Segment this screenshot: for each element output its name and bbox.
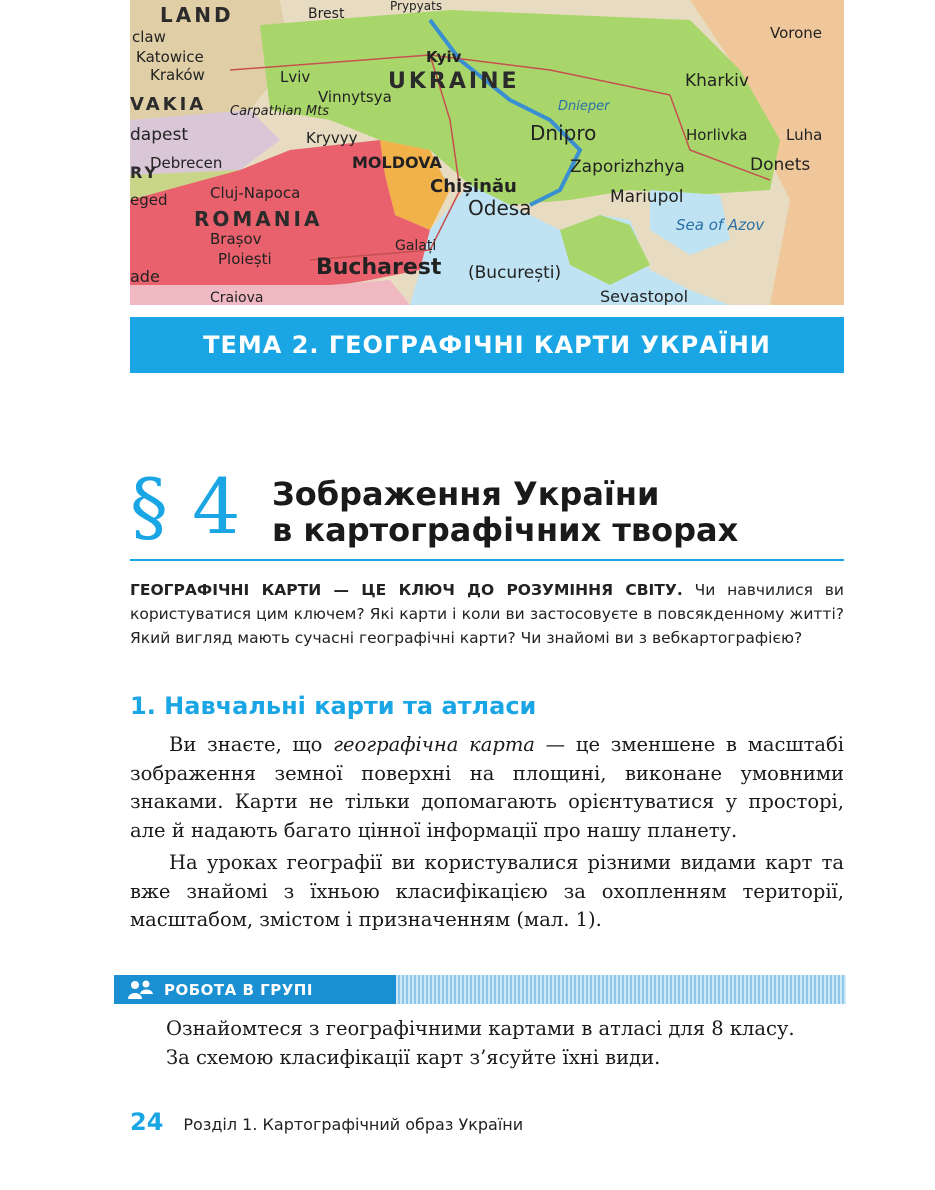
map-label-romania: ROMANIA xyxy=(194,207,323,231)
map-label-mariupol: Mariupol xyxy=(610,187,684,207)
group-task xyxy=(166,1014,846,1072)
map-label-kryvyy: Kryvyy xyxy=(306,129,358,147)
group-people-icon xyxy=(128,980,154,1000)
group-work-bar xyxy=(114,975,846,1004)
paragraph-title xyxy=(272,476,842,548)
map-label-dnipro: Dnipro xyxy=(530,121,597,145)
map-label-vinnytsya: Vinnytsya xyxy=(318,88,392,106)
map-label-kyiv: Kyiv xyxy=(426,48,462,66)
body-paragraph-1 xyxy=(130,731,844,845)
page-number: 24 xyxy=(130,1108,164,1136)
map-label-land: LAND xyxy=(160,3,234,27)
map-label-odesa: Odesa xyxy=(468,196,532,220)
map-label-carpathian: Carpathian Mts xyxy=(230,104,329,119)
map-label-bucuresti: (București) xyxy=(468,263,562,283)
map-label-prypyats: Prypyats xyxy=(390,0,443,13)
map-label-bucharest: Bucharest xyxy=(316,255,442,280)
group-work-title: РОБОТА В ГРУПІ xyxy=(164,980,313,999)
group-work-label xyxy=(114,975,396,1004)
map-label-craiova: Craiova xyxy=(210,290,264,305)
map-label-galati: Galați xyxy=(395,238,437,254)
paragraph-title-line1: Зображення України xyxy=(272,475,660,513)
map-label-cluj: Cluj-Napoca xyxy=(210,184,301,202)
section-body xyxy=(130,731,844,939)
map-label-szeged: eged xyxy=(130,191,168,209)
map-label-katowice: Katowice xyxy=(136,48,204,66)
running-head: Розділ 1. Картографічний образ України xyxy=(183,1115,524,1134)
group-task-line2: За схемою класифікації карт з’ясуйте їхні види. xyxy=(166,1046,661,1069)
map-label-krakow: Kraków xyxy=(150,66,205,84)
map-label-kharkiv: Kharkiv xyxy=(685,71,749,91)
map-label-ade: ade xyxy=(130,267,160,286)
map-label-luhansk: Luha xyxy=(786,126,823,144)
map-label-horlivka: Horlivka xyxy=(686,126,748,144)
ukraine-map-illustration xyxy=(130,0,844,305)
map-label-zaporizhzhya: Zaporizhzhya xyxy=(570,157,685,177)
map-label-budapest: dapest xyxy=(130,125,188,145)
map-label-ry: RY xyxy=(130,163,160,182)
map-label-voronezh: Vorone xyxy=(770,24,823,42)
topic-banner xyxy=(130,317,844,373)
group-task-line1: Ознайомтеся з географічними картами в атласі для 8 класу. xyxy=(166,1017,795,1040)
section-heading: 1. Навчальні карти та атласи xyxy=(130,692,537,720)
map-label-ukraine: UKRAINE xyxy=(388,69,520,94)
map-image xyxy=(130,0,844,305)
intro-lead: ГЕОГРАФІЧНІ КАРТИ — ЦЕ КЛЮЧ ДО РОЗУМІННЯ СВІТУ. xyxy=(130,581,683,599)
map-label-debrecen: Debrecen xyxy=(150,154,223,172)
intro-paragraph xyxy=(130,578,844,650)
paragraph-title-line2: в картографічних творах xyxy=(272,511,739,549)
body-p1-rest: — це зменшене в масштабі зображення земної поверхні на площині, виконане умовними знаками. Карти не тільки допомагають орієнтуватися у просторі, але й надають багато цінної інформації про нашу планету. xyxy=(130,733,844,842)
map-label-brest: Brest xyxy=(308,6,345,22)
map-label-dnieper: Dnieper xyxy=(558,99,610,114)
map-label-chisinau: Chișinău xyxy=(430,176,517,197)
map-label-sea-of-azov: Sea of Azov xyxy=(676,216,765,234)
topic-title: ТЕМА 2. ГЕОГРАФІЧНІ КАРТИ УКРАЇНИ xyxy=(203,331,771,359)
intro-text: Чи навчилися ви користуватися цим ключем? Які карти і коли ви застосовуєте в повсякденному житті? Який вигляд мають сучасні географічні карти? Чи знайомі ви з вебкартографією? xyxy=(130,581,845,647)
map-label-slovakia: VAKIA xyxy=(130,94,207,115)
page-footer xyxy=(130,1108,523,1136)
map-label-donetsk: Donets xyxy=(750,155,811,175)
map-label-sevastopol: Sevastopol xyxy=(600,287,689,305)
map-label-lviv: Lviv xyxy=(280,68,311,86)
paragraph-number: § 4 xyxy=(130,462,241,551)
map-label-ploiesti: Ploiești xyxy=(218,250,272,268)
map-label-moldova: MOLDOVA xyxy=(352,153,442,172)
body-paragraph-2: На уроках географії ви користувалися різними видами карт та вже знайомі з їхньою класифікацією за охопленням території, масштабом, змістом і призначенням (мал. 1). xyxy=(130,851,844,931)
title-divider xyxy=(130,559,844,561)
body-p1-start: Ви знаєте, що xyxy=(169,733,334,756)
map-label-brasov: Brașov xyxy=(210,230,262,248)
body-p1-term: географічна карта xyxy=(333,733,535,756)
map-label-claw: claw xyxy=(132,28,166,46)
